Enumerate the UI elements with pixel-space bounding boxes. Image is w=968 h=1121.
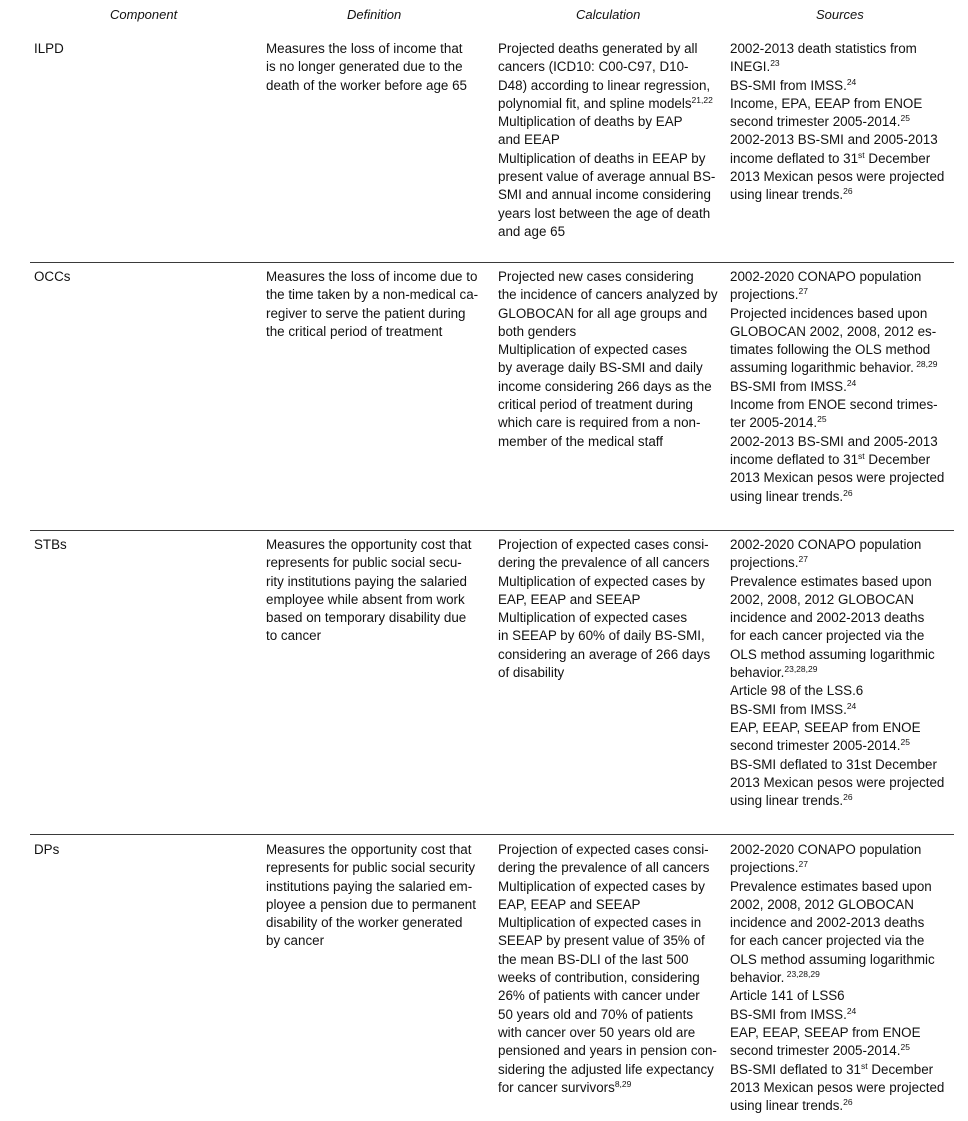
text-line [498, 396, 716, 414]
text-line [730, 168, 952, 186]
text-line [498, 573, 716, 591]
text-run: dering the prevalence of all cancers [498, 555, 710, 571]
text-line [498, 554, 716, 572]
text-line: Measures the opportunity cost that [266, 537, 472, 552]
row-dps-sources [730, 841, 952, 1115]
text-line: represents for public social security [266, 860, 476, 876]
reference-superscript: 25 [900, 737, 910, 748]
text-run: SEEAP by present value of 35% of [498, 933, 705, 949]
text-run: 2013 Mexican pesos were projected [730, 169, 945, 185]
text-line [730, 1097, 952, 1115]
text-run: 2002, 2008, 2012 GLOBOCAN [730, 591, 914, 607]
text-run: OLS method assuming logarithmic [730, 951, 935, 967]
text-run: in SEEAP by 60% of daily BS-SMI, [498, 628, 705, 644]
text-line: to cancer [266, 628, 322, 644]
text-run: second trimester 2005-2014. [730, 738, 901, 754]
text-line [498, 95, 716, 113]
reference-superscript: st [861, 1060, 868, 1071]
text-run: SMI and annual income considering [498, 187, 711, 203]
row-ilpd-definition [266, 40, 482, 95]
text-line [730, 286, 952, 304]
text-line [498, 841, 716, 859]
text-line [730, 488, 952, 506]
text-run: timates following the OLS method [730, 342, 931, 358]
text-run: 50 years old and 70% of patients [498, 1006, 694, 1022]
text-run: incidence and 2002-2013 deaths [730, 915, 925, 931]
text-line [730, 841, 952, 859]
text-line [498, 378, 716, 396]
text-line: rity institutions paying the salaried [266, 573, 467, 589]
row-ilpd-component: ILPD [34, 41, 64, 56]
text-run: Prevalence estimates based upon [730, 878, 932, 894]
text-run: 2002-2020 CONAPO population [730, 269, 922, 284]
text-run: INEGI. [730, 59, 771, 75]
text-line: Measures the loss of income due to [266, 269, 478, 284]
text-line [730, 859, 952, 877]
row-stbs-definition [266, 536, 482, 646]
text-run: Article 98 of the LSS.6 [730, 683, 864, 699]
text-line [730, 305, 952, 323]
text-run: assuming logarithmic behavior. [730, 360, 914, 376]
text-run: EAP, EEAP and SEEAP [498, 591, 641, 607]
text-run: years lost between the age of death [498, 205, 711, 221]
text-line [498, 914, 716, 932]
row-dps-calculation [498, 841, 716, 1097]
text-line: Measures the opportunity cost that [266, 842, 472, 857]
text-line [730, 774, 952, 792]
text-run: BS-SMI from IMSS. [730, 77, 847, 93]
text-line [498, 341, 716, 359]
row-stbs-component: STBs [34, 537, 67, 552]
text-line [730, 627, 952, 645]
text-line [498, 664, 716, 682]
text-line: ployee a pension due to permanent [266, 896, 476, 912]
text-line: the time taken by a non-medical ca- [266, 287, 479, 303]
text-line [498, 168, 716, 186]
reference-superscript: 25 [900, 1042, 910, 1053]
text-run: Projection of expected cases consi- [498, 537, 709, 552]
text-line [498, 359, 716, 377]
text-line [498, 591, 716, 609]
text-run: using linear trends. [730, 1098, 844, 1114]
reference-superscript: 27 [798, 859, 808, 870]
text-line [498, 58, 716, 76]
text-line [498, 1042, 716, 1060]
text-line [730, 58, 952, 76]
text-line [498, 223, 716, 241]
reference-superscript: 23,28,29 [784, 969, 820, 980]
text-run: BS-SMI deflated to 31st December [730, 756, 937, 772]
text-run: GLOBOCAN for all age groups and [498, 305, 708, 321]
text-run: 2013 Mexican pesos were projected [730, 1079, 945, 1095]
text-line [498, 268, 716, 286]
text-run: incidence and 2002-2013 deaths [730, 610, 925, 626]
text-run: which care is required from a non- [498, 415, 701, 431]
text-run: Multiplication of deaths by EAP [498, 114, 683, 130]
text-line [498, 1006, 716, 1024]
text-run: for each cancer projected via the [730, 933, 925, 949]
reference-superscript: 26 [843, 487, 853, 498]
text-line [730, 554, 952, 572]
text-line [730, 40, 952, 58]
row-divider [30, 262, 954, 263]
text-run: BS-SMI from IMSS. [730, 1006, 847, 1022]
text-run: Projected deaths generated by all [498, 41, 698, 56]
text-line [730, 150, 952, 168]
text-run: for cancer survivors [498, 1079, 615, 1095]
text-run: 2013 Mexican pesos were projected [730, 470, 945, 486]
text-line [730, 591, 952, 609]
text-run: pensioned and years in pension con- [498, 1043, 717, 1059]
text-run: by average daily BS-SMI and daily [498, 360, 703, 376]
text-run: both genders [498, 323, 577, 339]
text-run: 2002-2013 BS-SMI and 2005-2013 [730, 433, 938, 449]
text-run: Multiplication of deaths in EEAP by [498, 150, 706, 166]
reference-superscript: st [858, 149, 865, 160]
text-run: ter 2005-2014. [730, 415, 818, 431]
text-line [730, 969, 952, 987]
row-ilpd-calculation [498, 40, 716, 241]
text-line [498, 131, 716, 149]
text-line [730, 77, 952, 95]
text-line: represents for public social secu- [266, 555, 462, 571]
text-run: Multiplication of expected cases by [498, 573, 705, 589]
text-line [498, 1024, 716, 1042]
text-run: cancers (ICD10: C00-C97, D10- [498, 59, 689, 75]
text-run: 2002-2013 death statistics from [730, 41, 917, 56]
text-line: Measures the loss of income that [266, 41, 463, 56]
text-line [498, 536, 716, 554]
text-line [730, 932, 952, 950]
text-run: weeks of contribution, considering [498, 970, 700, 986]
text-run: of disability [498, 665, 565, 681]
text-line: death of the worker before age 65 [266, 77, 467, 93]
text-run: for each cancer projected via the [730, 628, 925, 644]
header-definition: Definition [347, 7, 402, 22]
text-line [498, 40, 716, 58]
text-line [498, 1061, 716, 1079]
text-run: considering an average of 266 days [498, 646, 711, 662]
text-run: projections. [730, 860, 799, 876]
text-run: critical period of treatment during [498, 397, 694, 413]
text-line [730, 951, 952, 969]
text-line: regiver to serve the patient during [266, 305, 466, 321]
text-run: December [864, 451, 931, 467]
text-run: using linear trends. [730, 793, 844, 809]
text-run: and age 65 [498, 223, 566, 239]
text-run: Article 141 of LSS6 [730, 988, 845, 1004]
text-run: Projected incidences based upon [730, 305, 928, 321]
text-line: based on temporary disability due [266, 610, 467, 626]
text-run: second trimester 2005-2014. [730, 1043, 901, 1059]
text-run: dering the prevalence of all cancers [498, 860, 710, 876]
text-line [730, 414, 952, 432]
text-run: EAP, EEAP and SEEAP [498, 896, 641, 912]
text-line [730, 701, 952, 719]
row-stbs-calculation [498, 536, 716, 682]
text-line [730, 536, 952, 554]
reference-superscript: 27 [798, 286, 808, 297]
reference-superscript: 21,22 [691, 94, 713, 105]
reference-superscript: 27 [798, 554, 808, 565]
row-occs-sources [730, 268, 952, 506]
text-line [730, 1024, 952, 1042]
text-line [730, 896, 952, 914]
reference-superscript: 26 [843, 1097, 853, 1108]
reference-superscript: 25 [900, 113, 910, 124]
text-line [498, 878, 716, 896]
text-run: second trimester 2005-2014. [730, 114, 901, 130]
text-run: behavior. [730, 665, 785, 681]
text-run: using linear trends. [730, 488, 844, 504]
text-line [498, 932, 716, 950]
text-run: the mean BS-DLI of the last 500 [498, 951, 689, 967]
text-line [498, 433, 716, 451]
text-run: 2002-2020 CONAPO population [730, 537, 922, 552]
text-line [730, 131, 952, 149]
text-line [498, 77, 716, 95]
text-run: 2002-2020 CONAPO population [730, 842, 922, 857]
reference-superscript: 23,28,29 [784, 664, 818, 675]
text-line: institutions paying the salaried em- [266, 878, 473, 894]
reference-superscript: 23 [770, 58, 780, 69]
text-run: with cancer over 50 years old are [498, 1024, 696, 1040]
text-run: Prevalence estimates based upon [730, 573, 932, 589]
text-line [498, 414, 716, 432]
row-stbs-sources [730, 536, 952, 810]
text-line [730, 878, 952, 896]
text-run: the incidence of cancers analyzed by [498, 287, 718, 303]
text-run: BS-SMI from IMSS. [730, 701, 847, 717]
reference-superscript: 25 [817, 414, 827, 425]
text-line [730, 186, 952, 204]
text-line [498, 969, 716, 987]
text-line [730, 95, 952, 113]
text-line [498, 951, 716, 969]
text-line [730, 792, 952, 810]
text-line [730, 914, 952, 932]
text-run: BS-SMI deflated to 31 [730, 1061, 862, 1077]
text-run: using linear trends. [730, 187, 844, 203]
header-component: Component [110, 7, 178, 22]
text-line [498, 1079, 716, 1097]
text-line [498, 305, 716, 323]
reference-superscript: 24 [846, 1005, 857, 1016]
text-run: 2002, 2008, 2012 GLOBOCAN [730, 896, 914, 912]
text-run: Multiplication of expected cases [498, 610, 688, 626]
row-occs-component: OCCs [34, 269, 71, 284]
text-run: and EEAP [498, 132, 560, 148]
text-line [730, 987, 952, 1005]
text-line [730, 1042, 952, 1060]
text-line [730, 664, 952, 682]
text-line [730, 396, 952, 414]
text-line [730, 573, 952, 591]
row-occs-calculation [498, 268, 716, 451]
text-line [498, 896, 716, 914]
text-line [730, 737, 952, 755]
text-run: Projection of expected cases consi- [498, 842, 709, 857]
text-run: present value of average annual BS- [498, 169, 716, 185]
text-line: employee while absent from work [266, 591, 465, 607]
text-line [730, 719, 952, 737]
row-divider [30, 834, 954, 835]
text-run: 2002-2013 BS-SMI and 2005-2013 [730, 132, 938, 148]
text-run: December [867, 1061, 934, 1077]
text-run: Income from ENOE second trimes- [730, 397, 938, 413]
text-run: GLOBOCAN 2002, 2008, 2012 es- [730, 323, 937, 339]
reference-superscript: 24 [846, 700, 857, 711]
text-line [730, 359, 952, 377]
header-sources: Sources [816, 7, 864, 22]
text-run: income deflated to 31 [730, 150, 859, 166]
text-line [730, 378, 952, 396]
text-run: sidering the adjusted life expectancy [498, 1061, 714, 1077]
row-dps-definition [266, 841, 482, 951]
text-run: 26% of patients with cancer under [498, 988, 700, 1004]
text-line [498, 150, 716, 168]
text-line [730, 323, 952, 341]
text-line [730, 451, 952, 469]
text-run: OLS method assuming logarithmic [730, 646, 935, 662]
text-run: EAP, EEAP, SEEAP from ENOE [730, 1024, 921, 1040]
text-run: member of the medical staff [498, 433, 663, 449]
text-line: the critical period of treatment [266, 323, 443, 339]
text-line: disability of the worker generated [266, 915, 463, 931]
text-line [498, 113, 716, 131]
text-run: projections. [730, 555, 799, 571]
text-line [730, 113, 952, 131]
text-line [498, 627, 716, 645]
text-line [730, 646, 952, 664]
text-line [498, 609, 716, 627]
reference-superscript: 24 [846, 76, 857, 87]
reference-superscript: 8,29 [614, 1078, 632, 1089]
text-line: is no longer generated due to the [266, 59, 463, 75]
text-line [730, 268, 952, 286]
text-line [730, 1079, 952, 1097]
text-run: projections. [730, 287, 799, 303]
reference-superscript: 24 [846, 377, 857, 388]
text-run: income considering 266 days as the [498, 378, 712, 394]
text-run: 2013 Mexican pesos were projected [730, 774, 945, 790]
text-line [498, 286, 716, 304]
text-line [730, 609, 952, 627]
reference-superscript: st [858, 450, 865, 461]
reference-superscript: 26 [843, 792, 853, 803]
text-run: D48) according to linear regression, [498, 77, 711, 93]
text-run: Multiplication of expected cases in [498, 915, 702, 931]
text-line [730, 1006, 952, 1024]
text-line [730, 682, 952, 700]
reference-superscript: 26 [843, 186, 853, 197]
text-run: Multiplication of expected cases [498, 342, 688, 358]
text-run: Multiplication of expected cases by [498, 878, 705, 894]
text-line [498, 205, 716, 223]
header-calculation: Calculation [576, 7, 641, 22]
text-line [730, 756, 952, 774]
text-run: Projected new cases considering [498, 269, 694, 284]
text-line: by cancer [266, 933, 325, 949]
text-line [730, 341, 952, 359]
reference-superscript: 28,29 [913, 359, 938, 370]
text-line [498, 186, 716, 204]
text-run: income deflated to 31 [730, 451, 859, 467]
row-dps-component: DPs [34, 842, 60, 857]
text-line [730, 469, 952, 487]
text-line [498, 987, 716, 1005]
text-line [498, 859, 716, 877]
text-run: EAP, EEAP, SEEAP from ENOE [730, 719, 921, 735]
text-run: BS-SMI from IMSS. [730, 378, 847, 394]
row-divider [30, 530, 954, 531]
text-line [730, 433, 952, 451]
text-line [730, 1061, 952, 1079]
text-run: behavior. [730, 970, 785, 986]
text-run: December [864, 150, 931, 166]
text-run: Income, EPA, EEAP from ENOE [730, 95, 923, 111]
text-line [498, 323, 716, 341]
row-occs-definition [266, 268, 482, 341]
text-line [498, 646, 716, 664]
text-run: polynomial fit, and spline models [498, 95, 692, 111]
row-ilpd-sources [730, 40, 952, 205]
